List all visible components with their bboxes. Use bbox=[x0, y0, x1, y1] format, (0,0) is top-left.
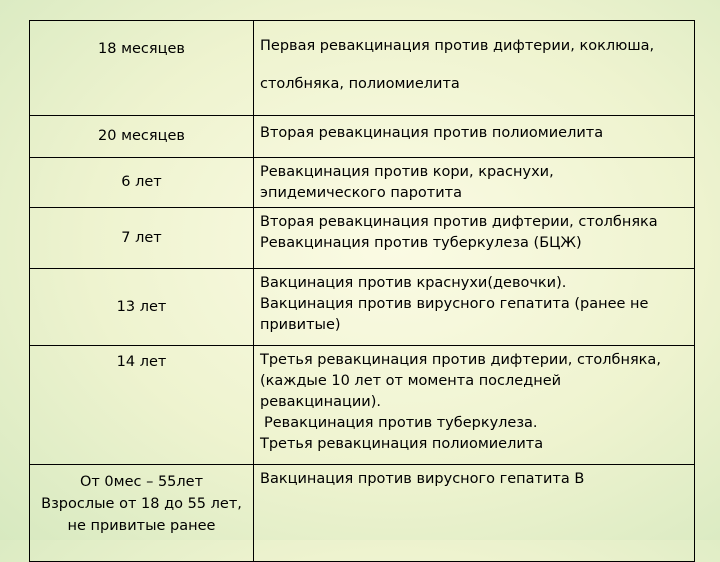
vaccination-text: Третья ревакцинация полиомиелита bbox=[260, 436, 544, 452]
age-cell bbox=[30, 21, 254, 116]
vaccination-schedule-table bbox=[29, 20, 695, 562]
vaccination-text: столбняка, полиомиелита bbox=[260, 76, 460, 92]
age-text: 14 лет bbox=[116, 354, 167, 370]
age-text: Взрослые от 18 до 55 лет, bbox=[41, 496, 242, 512]
vaccination-cell bbox=[254, 158, 695, 208]
vaccination-text: эпидемического паротита bbox=[260, 185, 463, 201]
vaccination-text: Вакцинация против вирусного гепатита (ранее не bbox=[260, 296, 649, 312]
vaccination-text: (каждые 10 лет от момента последней bbox=[260, 373, 562, 389]
table-row bbox=[30, 346, 695, 465]
vaccination-text: Вакцинация против вирусного гепатита В bbox=[260, 471, 585, 487]
vaccination-text: Ревакцинация против кори, краснухи, bbox=[260, 164, 554, 180]
vaccination-cell bbox=[254, 465, 695, 562]
vaccination-text: Вторая ревакцинация против дифтерии, столбняка bbox=[260, 214, 658, 230]
vaccination-cell bbox=[254, 269, 695, 346]
table-row bbox=[30, 269, 695, 346]
vaccination-text: ревакцинации). bbox=[260, 394, 381, 410]
age-cell bbox=[30, 208, 254, 269]
vaccination-text: Третья ревакцинация против дифтерии, столбняка, bbox=[260, 352, 661, 368]
vaccination-text: Вакцинация против краснухи(девочки). bbox=[260, 275, 567, 291]
vaccination-cell bbox=[254, 116, 695, 158]
table-row bbox=[30, 158, 695, 208]
age-text: не привитые ранее bbox=[67, 518, 216, 534]
age-text: 20 месяцев bbox=[98, 128, 185, 144]
vaccination-cell bbox=[254, 346, 695, 465]
vaccination-text: Вторая ревакцинация против полиомиелита bbox=[260, 125, 604, 141]
age-cell bbox=[30, 465, 254, 562]
age-text: 18 месяцев bbox=[98, 41, 185, 57]
vaccination-text: привитые) bbox=[260, 317, 341, 333]
age-cell bbox=[30, 269, 254, 346]
vaccination-cell bbox=[254, 21, 695, 116]
age-cell bbox=[30, 116, 254, 158]
age-cell bbox=[30, 346, 254, 465]
age-text: От 0мес – 55лет bbox=[79, 474, 204, 490]
age-text: 13 лет bbox=[116, 298, 167, 315]
table-row bbox=[30, 116, 695, 158]
table-row bbox=[30, 208, 695, 269]
age-cell bbox=[30, 158, 254, 208]
vaccination-cell bbox=[254, 208, 695, 269]
table-row bbox=[30, 21, 695, 116]
table-row bbox=[30, 465, 695, 562]
vaccination-text: Ревакцинация против туберкулеза (БЦЖ) bbox=[260, 235, 582, 251]
vaccination-text: Ревакцинация против туберкулеза. bbox=[264, 415, 538, 431]
age-text: 7 лет bbox=[121, 229, 162, 246]
age-text: 6 лет bbox=[121, 174, 162, 190]
vaccination-text: Первая ревакцинация против дифтерии, коклюша, bbox=[260, 38, 655, 54]
